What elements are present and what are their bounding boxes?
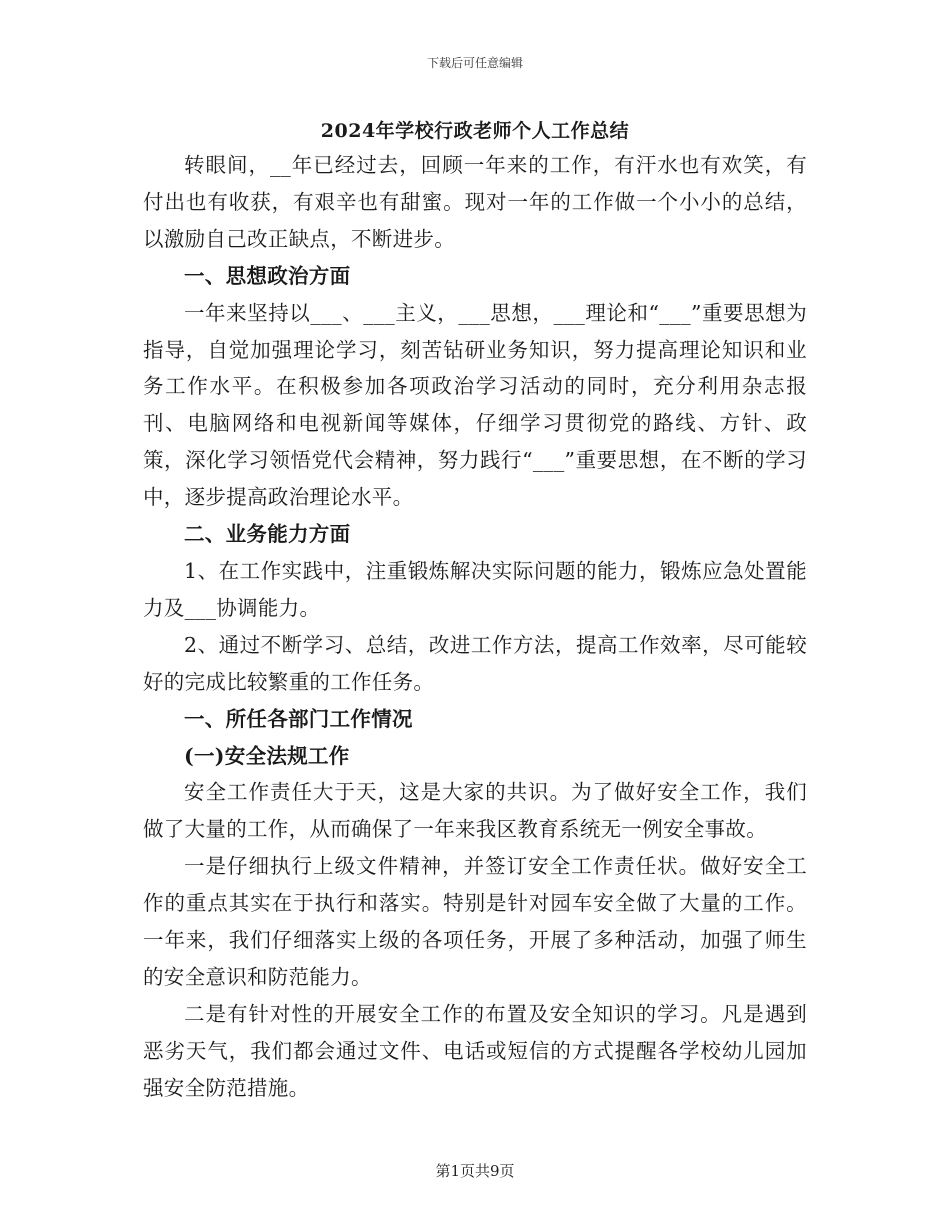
safety-point-2: 二是有针对性的开展安全工作的布置及安全知识的学习。凡是遇到恶劣天气，我们都会通过文件、电话或短信的方式提醒各学校幼儿园加强安全防范措施。: [143, 1001, 807, 1100]
business-item-2: 2、通过不断学习、总结，改进工作方法，提高工作效率，尽可能较好的完成比较繁重的工作任务。: [143, 632, 807, 694]
safety-paragraph: 安全工作责任大于天，这是大家的共识。为了做好安全工作，我们做了大量的工作，从而确保了一年来我区教育系统无一例安全事故。: [143, 780, 807, 842]
section-heading-departments: 一、所任各部门工作情况: [184, 706, 413, 731]
document-title: 2024年学校行政老师个人工作总结: [320, 120, 630, 142]
business-item-1: 1、在工作实践中，注重锻炼解决实际问题的能力，锻炼应急处置能力及___协调能力。: [143, 558, 807, 620]
section-heading-business: 二、业务能力方面: [184, 522, 351, 547]
section-heading-ideology: 一、思想政治方面: [184, 263, 351, 288]
document-body: [143, 147, 807, 1107]
subsection-heading-safety: (一)安全法规工作: [184, 743, 350, 768]
page-number: 第1页共9页: [435, 1162, 515, 1180]
safety-point-1: 一是仔细执行上级文件精神，并签订安全工作责任状。做好安全工作的重点其实在于执行和落实。特别是针对园车安全做了大量的工作。一年来，我们仔细落实上级的各项任务，开展了多种活动，加强了师生的安全意识和防范能力。: [143, 854, 807, 989]
intro-paragraph: 转眼间，__年已经过去，回顾一年来的工作，有汗水也有欢笑，有付出也有收获，有艰辛也有甜蜜。现对一年的工作做一个小小的总结，以激励自己改正缺点，不断进步。: [143, 153, 807, 251]
ideology-paragraph: 一年来坚持以___、___主义，___思想，___理论和“___”重要思想为指导，自觉加强理论学习，刻苦钻研业务知识，努力提高理论知识和业务工作水平。在积极参加各项政治学习活动的同时，充分利用杂志报刊、电脑网络和电视新闻等媒体，仔细学习贯彻党的路线、方针、政策，深化学习领悟党代会精神，努力践行“___”重要思想，在不断的学习中，逐步提高政治理论水平。: [143, 300, 807, 510]
header-note: 下载后可任意编辑: [426, 56, 523, 70]
